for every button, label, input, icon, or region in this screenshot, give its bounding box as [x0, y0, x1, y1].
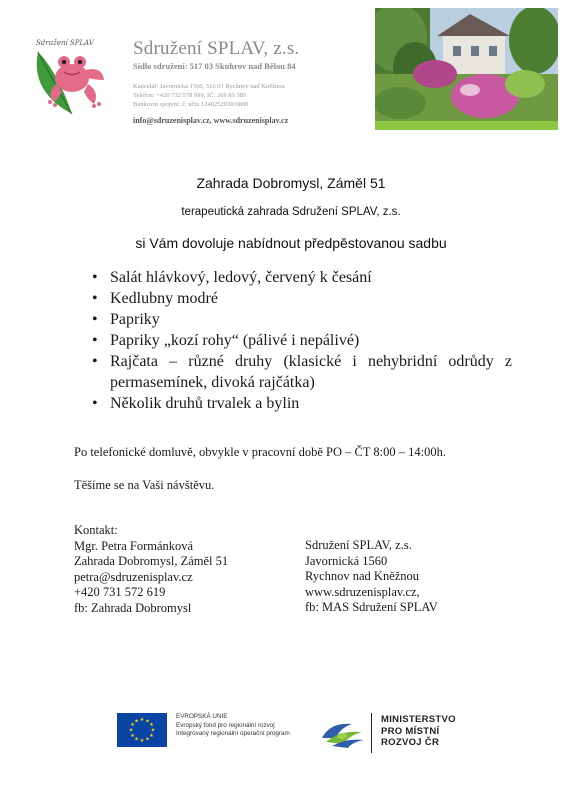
welcome-note: Těšíme se na Vaši návštěvu. [74, 478, 215, 492]
contact-address: Zahrada Dobromysl, Záměl 51 [74, 554, 229, 568]
list-item-text: Papriky „kozí rohy“ (pálivé i nepálivé) [110, 332, 360, 349]
bullet-icon: • [92, 269, 98, 286]
contact-facebook: fb: Zahrada Dobromysl [74, 600, 192, 615]
svg-text:★: ★ [139, 717, 145, 723]
ministry-line: MINISTERSTVO [381, 714, 456, 725]
svg-text:★: ★ [134, 718, 139, 725]
bullet-icon: • [92, 290, 98, 307]
eu-title: EVROPSKÁ UNIE [176, 713, 228, 720]
bullet-icon: • [92, 332, 98, 349]
list-item [92, 267, 512, 288]
list-item [92, 288, 512, 309]
list-item [92, 309, 512, 330]
contact-email-link[interactable]: petra@sdruzenisplav.cz [74, 569, 193, 584]
list-item [92, 351, 512, 393]
organization-name: Sdružení SPLAV, z.s. [133, 38, 300, 59]
logo-script-text: Sdružení SPLAV [36, 39, 94, 47]
list-item-text: Kedlubny modré [110, 290, 218, 307]
organization-seat: Sídlo sdružení: 517 03 Skuhrov nad Bělou 84 [133, 61, 296, 71]
ministry-divider [371, 713, 372, 753]
list-item [92, 330, 512, 351]
list-item-text: Salát hlávkový, ledový, červený k česání [110, 269, 372, 286]
svg-text:★: ★ [145, 736, 150, 743]
svg-text:★: ★ [128, 727, 134, 734]
list-item-text: Papriky [110, 311, 160, 328]
header-accent-bar [375, 121, 558, 130]
org-contact-name: Sdružení SPLAV, z.s. [305, 538, 412, 552]
svg-text:★: ★ [130, 733, 135, 739]
offer-heading: si Vám dovoluje nabídnout předpěstovanou sadbu [135, 235, 447, 251]
svg-text:★: ★ [130, 722, 135, 728]
ministry-text-block [381, 714, 456, 749]
address-line: Bankovní spojení: č. účtu 1240252030/0800 [133, 101, 249, 108]
contact-block-left [74, 523, 228, 616]
bullet-icon: • [92, 311, 98, 328]
ministry-line: PRO MÍSTNÍ [381, 725, 440, 737]
list-item-text: Rajčata – různé druhy (klasické i nehybridní odrůdy z permasemínek, divoká rajčátka) [110, 353, 512, 391]
org-facebook: fb: MAS Sdružení SPLAV [305, 600, 438, 614]
contact-block-right [305, 538, 438, 616]
garden-subtitle: terapeutická zahrada Sdružení SPLAV, z.s. [181, 206, 401, 218]
list-item [92, 393, 512, 414]
bullet-icon: • [92, 395, 98, 412]
list-item-text: Několik druhů trvalek a bylin [110, 395, 300, 412]
splav-frog-logo [28, 36, 116, 116]
contact-label: Kontakt: [74, 523, 118, 537]
svg-text:★: ★ [150, 727, 156, 734]
org-website-link[interactable]: www.sdruzenisplav.cz, [305, 584, 420, 599]
svg-text:★: ★ [139, 738, 145, 744]
address-line: Kancelář: Javornická 1560, 516 01 Rychnov nad Kněžnou [133, 83, 285, 90]
eu-flag-icon [117, 713, 167, 747]
eu-fund: Evropský fond pro regionální rozvoj [176, 721, 275, 729]
ministry-line: ROZVOJ ČR [381, 737, 440, 748]
svg-text:★: ★ [134, 736, 139, 743]
org-contact-street: Javornická 1560 [305, 553, 388, 568]
bullet-icon: • [92, 353, 98, 370]
svg-text:★: ★ [149, 722, 154, 728]
address-line: Telefon: +420 732 578 999, IČ: 269 83 389 [133, 92, 247, 99]
org-contact-city: Rychnov nad Kněžnou [305, 569, 420, 583]
ministry-logo-icon [318, 716, 368, 750]
phone-note: Po telefonické domluvě, obvykle v pracovní době PO – ČT 8:00 – 14:00h. [74, 445, 446, 459]
garden-heading: Zahrada Dobromysl, Záměl 51 [196, 175, 386, 191]
eu-program: Integrovaný regionální operační program [176, 730, 290, 737]
contact-name: Mgr. Petra Formánková [74, 538, 194, 553]
contact-phone: +420 731 572 619 [74, 585, 166, 599]
garden-photo [375, 8, 558, 121]
plant-list [92, 267, 512, 414]
organization-email-web: info@sdruzenisplav.cz, www.sdruzenisplav.cz [133, 116, 289, 125]
svg-text:★: ★ [145, 718, 150, 725]
svg-text:★: ★ [149, 733, 154, 739]
eu-text-block [176, 713, 290, 739]
